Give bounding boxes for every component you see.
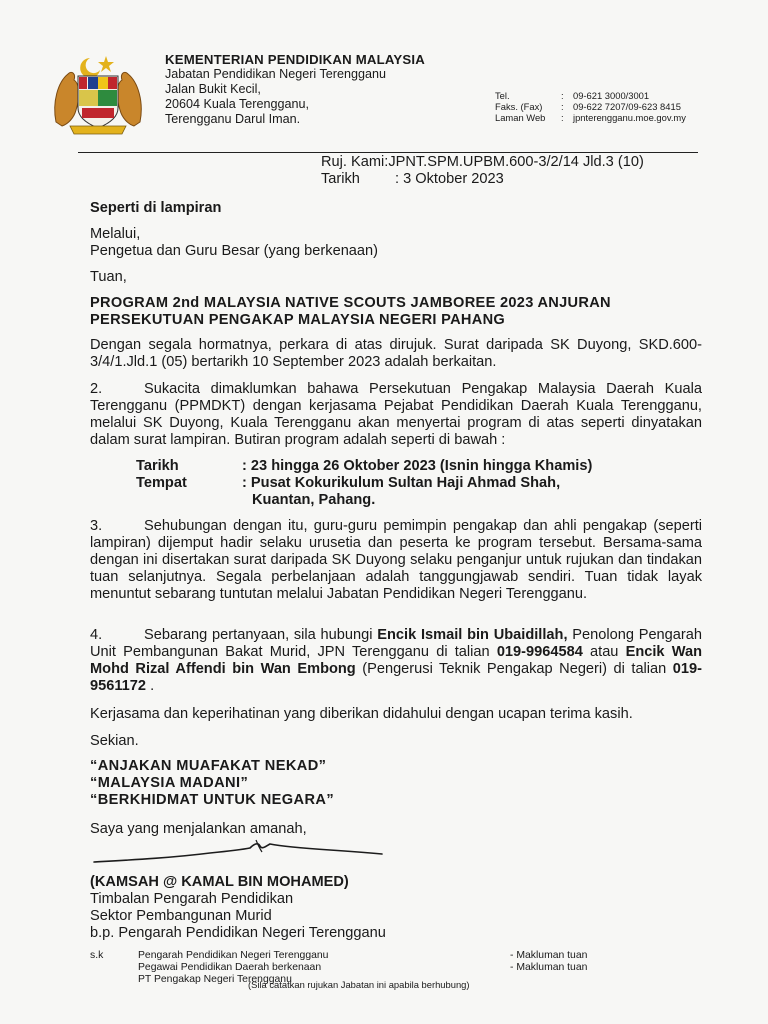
details-value: : 23 hingga 26 Oktober 2023 (Isnin hingga Khamis) bbox=[242, 458, 593, 474]
contact-sep: : bbox=[561, 112, 564, 123]
signatory-title-2: Sektor Pembangunan Murid bbox=[90, 908, 272, 924]
phone-1: 019-9964584 bbox=[496, 644, 583, 660]
date-label: Tarikh bbox=[321, 171, 360, 187]
contact-label: Tel. bbox=[495, 90, 510, 101]
paragraph-text: Sehubungan dengan itu, guru-guru pemimpin pengakap dan ahli pengakap (seperti lampiran) dijemput hadir selaku urusetia dan peserta ke program tersebut. Bersama-sama dengan ini disertakan surat daripada SK Duyong selaku penganjur untuk rujukan dan tindakan tuan selanjutnya. Segala perbelanjaan adalah tanggungjawab sendiri. Tuan tidak layak menuntut sebarang tuntutan melalui Jabatan Pendidikan Negeri Terengganu. bbox=[90, 518, 702, 602]
cc-row bbox=[90, 950, 610, 962]
letterhead-address bbox=[165, 52, 425, 127]
paragraph-number: 4. bbox=[90, 627, 103, 643]
contact-block bbox=[495, 90, 686, 123]
salutation: Tuan, bbox=[90, 269, 127, 285]
contact-label: Laman Web bbox=[495, 112, 546, 123]
address-line-3: Terengganu Darul Iman. bbox=[165, 112, 301, 126]
paragraph-4 bbox=[90, 627, 702, 695]
reference-block bbox=[321, 154, 644, 188]
paragraph-text: Sebarang pertanyaan, sila hubungi bbox=[144, 627, 378, 643]
contact-person-1: Encik Ismail bin Ubaidillah, bbox=[377, 627, 568, 643]
letterhead-divider bbox=[78, 152, 698, 153]
date-value: : 3 Oktober 2023 bbox=[395, 171, 504, 187]
contact-row-tel bbox=[495, 90, 686, 101]
slogan-3: “BERKHIDMAT UNTUK NEGARA” bbox=[90, 792, 335, 808]
reference-row bbox=[321, 154, 644, 171]
paragraph-text: (Pengerusi Teknik Pengakap Negeri) di talian bbox=[355, 661, 673, 677]
details-row-date bbox=[136, 458, 592, 475]
reference-label: Ruj. Kami bbox=[321, 154, 385, 170]
contact-sep: : bbox=[561, 90, 564, 101]
reference-value: :JPNT.SPM.UPBM.600-3/2/14 Jld.3 (10) bbox=[384, 154, 644, 170]
cc-spacer bbox=[90, 974, 138, 986]
paragraph-text: . bbox=[146, 678, 155, 694]
contact-sep: : bbox=[561, 101, 564, 112]
handwritten-signature bbox=[90, 836, 390, 868]
slogan-2: “MALAYSIA MADANI” bbox=[90, 775, 249, 791]
details-value: : Pusat Kokurikulum Sultan Haji Ahmad Shah, bbox=[242, 475, 561, 491]
via-line: Melalui, bbox=[90, 226, 141, 242]
cc-row bbox=[90, 962, 610, 974]
signatory-name: (KAMSAH @ KAMAL BIN MOHAMED) bbox=[90, 874, 349, 890]
ministry-name: KEMENTERIAN PENDIDIKAN MALAYSIA bbox=[165, 52, 425, 67]
phone-2: 019-9561172 bbox=[90, 661, 702, 694]
contact-value: 09-622 7207/09-623 8415 bbox=[573, 101, 681, 112]
details-row-place bbox=[136, 475, 592, 492]
paragraph-text: Sukacita dimaklumkan bahawa Persekutuan Pengakap Malaysia Daerah Kuala Terengganu (PPMDKT) dengan kerjasama Pejabat Pendidikan Daerah Kuala Terengganu, melalui SK Duyong, Kuala Terengganu akan menyertai program di atas seperti dinyatakan dalam surat lampiran. Butiran program adalah seperti di bawah : bbox=[90, 381, 702, 448]
via-recipient: Pengetua dan Guru Besar (yang berkenaan) bbox=[90, 243, 379, 259]
paragraph-number: 2. bbox=[90, 381, 103, 397]
footnote: (Sila catatkan rujukan Jabatan ini apabila berhubung) bbox=[248, 979, 470, 990]
subject-line-1: PROGRAM 2nd MALAYSIA NATIVE SCOUTS JAMBOREE 2023 ANJURAN bbox=[90, 295, 611, 311]
cc-label: s.k bbox=[90, 950, 104, 961]
coat-of-arms-logo bbox=[50, 52, 146, 136]
contact-row-fax bbox=[495, 101, 686, 112]
slogan-1: “ANJAKAN MUAFAKAT NEKAD” bbox=[90, 758, 327, 774]
signatory-block bbox=[90, 874, 386, 942]
contact-label: Faks. (Fax) bbox=[495, 101, 543, 112]
subject-line-2: PERSEKUTUAN PENGAKAP MALAYSIA NEGERI PAHANG bbox=[90, 312, 506, 328]
cc-note: - Makluman tuan bbox=[510, 950, 588, 961]
address-line-1: Jalan Bukit Kecil, bbox=[165, 82, 261, 96]
contact-value: jpnterengganu.moe.gov.my bbox=[573, 112, 686, 123]
address-line-2: 20604 Kuala Terengganu, bbox=[165, 97, 310, 111]
paragraph-2 bbox=[90, 381, 702, 449]
contact-row-web bbox=[495, 112, 686, 123]
signatory-title-3: b.p. Pengarah Pendidikan Negeri Terengganu bbox=[90, 925, 386, 941]
paragraph-5: Kerjasama dan keperihatinan yang diberikan didahului dengan ucapan terima kasih. bbox=[90, 706, 633, 722]
cc-note: - Makluman tuan bbox=[510, 962, 588, 973]
cc-spacer bbox=[90, 962, 138, 974]
department-name: Jabatan Pendidikan Negeri Terengganu bbox=[165, 67, 387, 81]
details-value-cont: Kuantan, Pahang. bbox=[252, 492, 376, 508]
signatory-title-1: Timbalan Pengarah Pendidikan bbox=[90, 891, 294, 907]
cc-recipient: Pengarah Pendidikan Negeri Terengganu bbox=[138, 950, 329, 961]
trust-line: Saya yang menjalankan amanah, bbox=[90, 821, 307, 837]
paragraph-text: atau bbox=[582, 644, 626, 660]
paragraph-3 bbox=[90, 518, 702, 603]
contact-person-2: Encik Wan Mohd Rizal Affendi bin Wan Embong bbox=[90, 644, 702, 677]
date-row bbox=[321, 171, 644, 188]
cc-recipient: PT Pengakap Negeri Terengganu bbox=[138, 974, 292, 985]
paragraph-number: 3. bbox=[90, 518, 103, 534]
details-label: Tempat bbox=[136, 475, 187, 491]
subject-heading bbox=[90, 295, 702, 329]
closing: Sekian. bbox=[90, 733, 139, 749]
cc-recipient: Pegawai Pendidikan Daerah berkenaan bbox=[138, 962, 322, 973]
attachment-line: Seperti di lampiran bbox=[90, 200, 222, 216]
contact-value: 09-621 3000/3001 bbox=[573, 90, 650, 101]
paragraph-text: Penolong Pengarah Unit Pembangunan Bakat Murid, JPN Terengganu di talian bbox=[90, 627, 702, 660]
paragraph-1: Dengan segala hormatnya, perkara di atas dirujuk. Surat daripada SK Duyong, SKD.600-3/4/1.Jld.1 (05) bertarikh 10 September 2023 adalah berkaitan. bbox=[90, 337, 702, 370]
program-details bbox=[136, 458, 592, 509]
slogans bbox=[90, 758, 334, 809]
details-label: Tarikh bbox=[136, 458, 179, 474]
